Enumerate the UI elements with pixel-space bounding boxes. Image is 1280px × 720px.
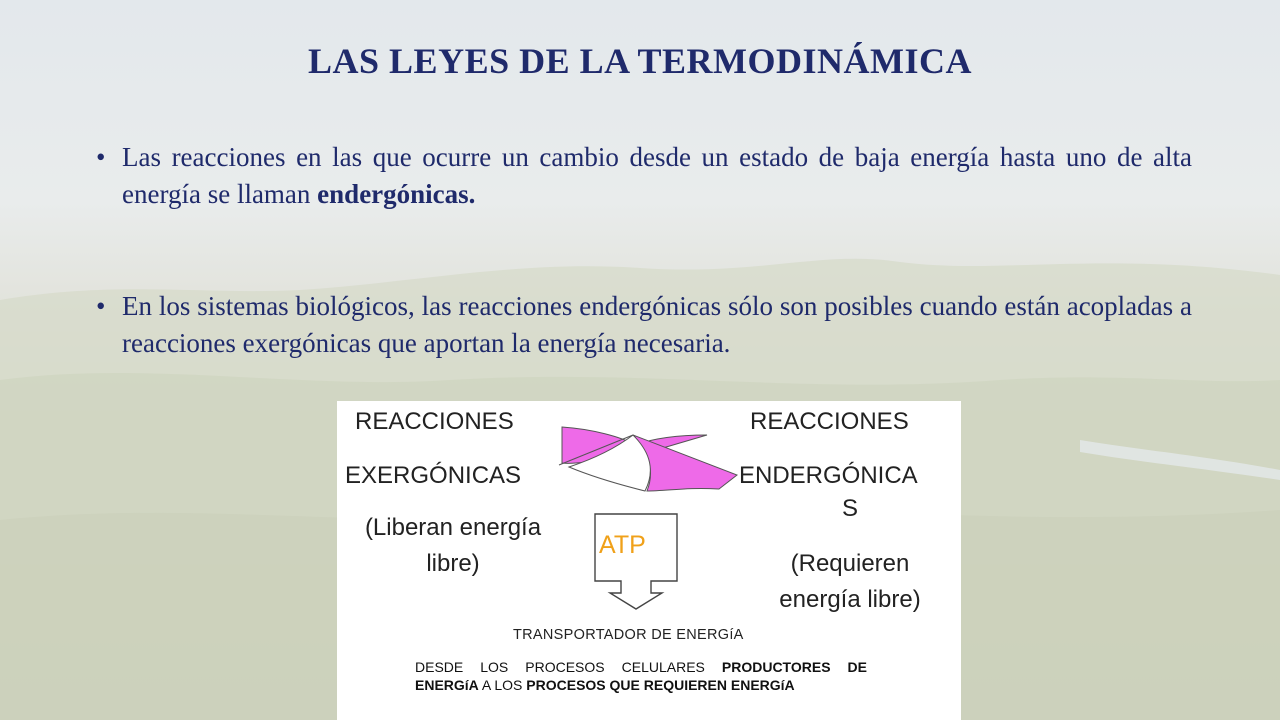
- bullet-coupled-reactions: [96, 288, 1192, 362]
- bullet-dot: •: [96, 291, 106, 321]
- energy-carrier-label: TRANSPORTADOR DE ENERGíA: [513, 627, 744, 643]
- left-title-line2: EXERGÓNICAS: [345, 462, 522, 489]
- atp-label: ATP: [599, 531, 646, 559]
- left-title-line1: REACCIONES: [355, 408, 514, 435]
- bullet-text: En los sistemas biológicos, las reacciones endergónicas sólo son posibles cuando están acopladas a reacciones exergónicas que aportan la energía necesaria.: [122, 291, 1192, 358]
- right-title-line1: REACCIONES: [750, 408, 909, 435]
- right-title-line2: ENDERGÓNICA: [739, 462, 918, 489]
- right-title-line3: S: [841, 495, 858, 522]
- diagram-description: DESDE LOS PROCESOS CELULARES PRODUCTORES DE ENERGíA A LOS PROCESOS QUE REQUIEREN ENERGíA: [415, 659, 867, 693]
- left-note-line1: (Liberan energía: [364, 514, 542, 541]
- coupled-reactions-diagram: [337, 401, 961, 720]
- bullet-dot: •: [96, 142, 106, 172]
- right-note-line1: (Requieren: [790, 550, 910, 577]
- left-note-line2: libre): [426, 550, 480, 577]
- bullet-endergonic-definition: [96, 139, 1192, 213]
- slide-title: LAS LEYES DE LA TERMODINÁMICA: [308, 41, 972, 81]
- right-note-line2: energía libre): [779, 586, 921, 613]
- bullet-text: Las reacciones en las que ocurre un cambio desde un estado de baja energía hasta uno de alta energía se llaman endergónicas.: [122, 142, 1192, 209]
- bold-term: endergónicas.: [317, 179, 476, 209]
